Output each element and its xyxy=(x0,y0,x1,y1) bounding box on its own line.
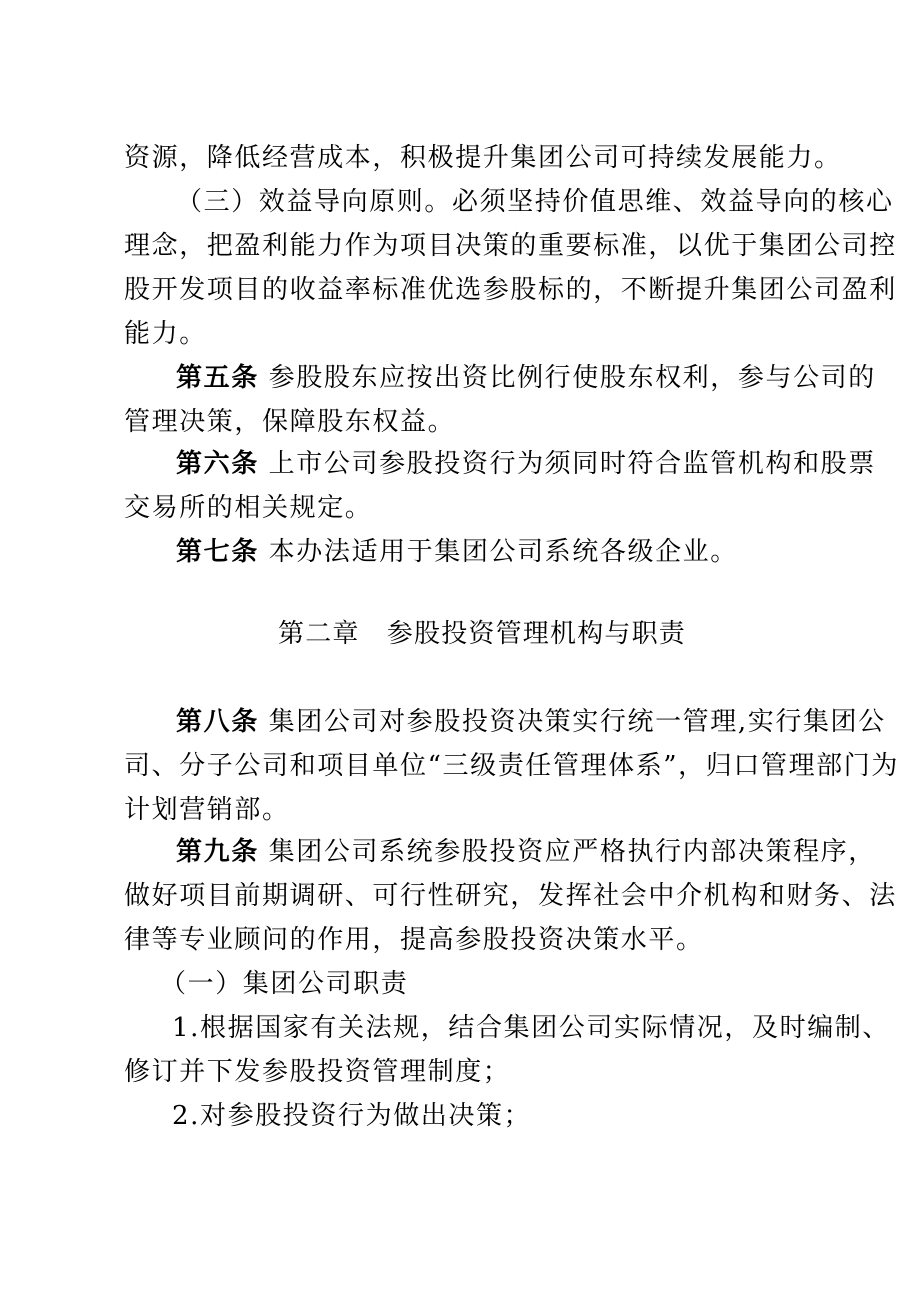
paragraph-line xyxy=(0,180,920,224)
list-item-1-line xyxy=(0,1006,920,1050)
text: 律等专业顾问的作用，提高参股投资决策水平。 xyxy=(124,925,704,955)
paragraph-line xyxy=(0,312,920,356)
article-9-line xyxy=(0,830,920,874)
paragraph-line xyxy=(0,1050,920,1094)
text: 集团公司对参股投资决策实行统一管理,实行集团公 xyxy=(258,707,886,737)
text: 司、分子公司和项目单位“三级责任管理体系”，归口管理部门为 xyxy=(124,751,899,781)
text: 本办法适用于集团公司系统各级企业。 xyxy=(258,537,738,567)
article-8-line xyxy=(0,700,920,744)
text: 计划营销部。 xyxy=(124,795,290,825)
paragraph-line xyxy=(0,224,920,268)
paragraph-line xyxy=(0,400,920,444)
paragraph-line xyxy=(0,744,920,788)
article-label: 第五条 xyxy=(176,363,259,393)
article-label: 第九条 xyxy=(176,837,259,867)
chapter-title: 第二章 参股投资管理机构与职责 xyxy=(278,619,687,649)
text: 交易所的相关规定。 xyxy=(124,493,373,523)
paragraph-line xyxy=(0,136,920,180)
paragraph-line xyxy=(0,268,920,312)
text: 1.根据国家有关法规，结合集团公司实际情况，及时编制、 xyxy=(172,1013,891,1043)
text: 参股股东应按出资比例行使股东权利，参与公司的 xyxy=(258,363,876,393)
text: 能力。 xyxy=(124,319,207,349)
text: 理念，把盈利能力作为项目决策的重要标准，以优于集团公司控 xyxy=(124,231,897,261)
text: 集团公司系统参股投资应严格执行内部决策程序， xyxy=(258,837,876,867)
text: 修订并下发参股投资管理制度； xyxy=(124,1057,511,1087)
article-label: 第六条 xyxy=(176,449,259,479)
text: 股开发项目的收益率标准优选参股标的，不断提升集团公司盈利 xyxy=(124,275,897,305)
paragraph-line xyxy=(0,486,920,530)
list-item-2-line xyxy=(0,1094,920,1138)
chapter-heading xyxy=(0,612,920,656)
text: 做好项目前期调研、可行性研究，发挥社会中介机构和财务、法 xyxy=(124,881,897,911)
paragraph-line xyxy=(0,788,920,832)
section-title: （一）集团公司职责 xyxy=(160,969,409,999)
article-label: 第八条 xyxy=(176,707,259,737)
section-heading xyxy=(0,962,920,1006)
paragraph-line xyxy=(0,918,920,962)
text: 管理决策，保障股东权益。 xyxy=(124,407,456,437)
article-5-line xyxy=(0,356,920,400)
article-label: 第七条 xyxy=(176,537,259,567)
text: 资源，降低经营成本，积极提升集团公司可持续发展能力。 xyxy=(124,143,842,173)
article-7-line xyxy=(0,530,920,574)
paragraph-line xyxy=(0,874,920,918)
text: 上市公司参股投资行为须同时符合监管机构和股票 xyxy=(258,449,876,479)
text: 2.对参股投资行为做出决策； xyxy=(172,1101,532,1131)
text: （三）效益导向原则。必须坚持价值思维、效益导向的核心 xyxy=(176,187,894,217)
article-6-line xyxy=(0,442,920,486)
